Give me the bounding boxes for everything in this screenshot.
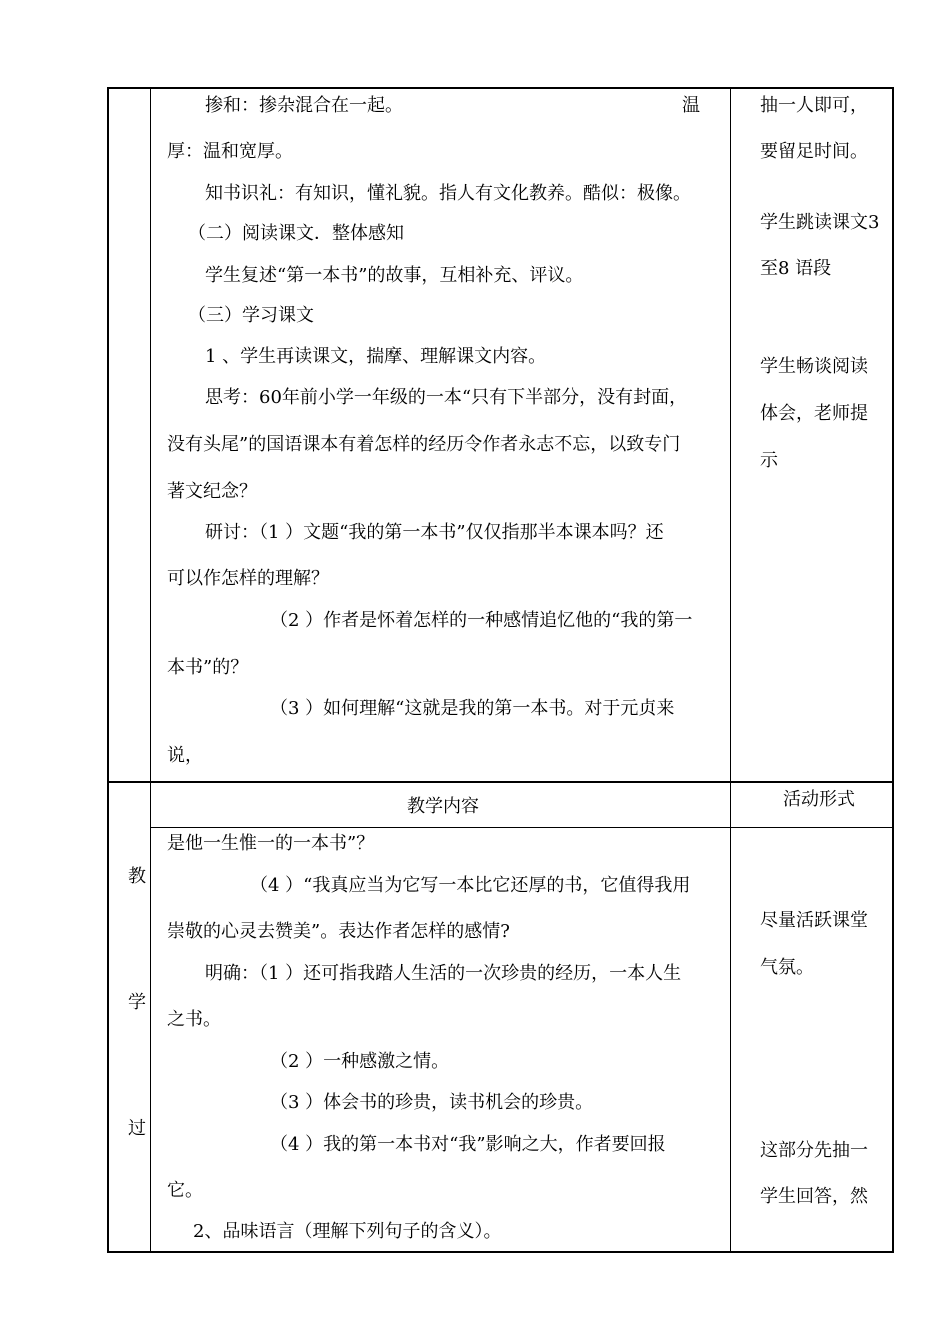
activity-line: 这部分先抽一 — [760, 1140, 868, 1161]
text-line: 是他一生惟一的一本书”？ — [167, 833, 375, 854]
text-line: （3 ）如何理解“这就是我的第一本书。对于元贞来 — [270, 698, 675, 719]
table-border-right — [892, 87, 894, 1253]
text-line: （二）阅读课文．整体感知 — [188, 223, 404, 244]
text-line: 没有头尾”的国语课本有着怎样的经历令作者永志不忘，以致专门 — [167, 434, 681, 455]
text-line: 1 、学生再读课文，揣摩、理解课文内容。 — [205, 346, 547, 367]
text-line: （4 ）“我真应当为它写一本比它还厚的书，它值得我用 — [250, 875, 691, 896]
text-line: 2、品味语言（理解下列句子的含义）。 — [193, 1221, 502, 1242]
text-line: 它。 — [167, 1180, 203, 1201]
text-line: （2 ）一种感激之情。 — [270, 1051, 450, 1072]
table-header-divider — [150, 827, 894, 828]
text-line: （2 ）作者是怀着怎样的一种感情追忆他的“我的第一 — [270, 610, 693, 631]
activity-line: 示 — [760, 450, 778, 471]
text-line: 研讨：（1 ）文题“我的第一本书”仅仅指那半本课本吗？还 — [205, 522, 664, 543]
activity-line: 抽一人即可， — [760, 95, 868, 116]
table-border-bottom — [107, 1251, 894, 1253]
activity-line: 学生畅谈阅读 — [760, 356, 868, 377]
header-activity: 活动形式 — [783, 789, 855, 810]
activity-line: 要留足时间。 — [760, 141, 868, 162]
text-line: 温 — [682, 95, 700, 116]
activity-line: 学生回答，然 — [760, 1186, 868, 1207]
text-line: 知书识礼：有知识，懂礼貌。指人有文化教养。酷似：极像。 — [205, 183, 691, 204]
header-content: 教学内容 — [407, 796, 479, 817]
text-line: 说， — [167, 745, 203, 766]
activity-line: 体会，老师提 — [760, 403, 868, 424]
table-divider-side — [730, 87, 731, 1253]
table-divider-label — [150, 87, 151, 1253]
text-line: 掺和：掺杂混合在一起。 — [205, 95, 403, 116]
table-border-left — [107, 87, 109, 1253]
activity-line: 至8 语段 — [760, 258, 832, 279]
table-border-top — [107, 87, 894, 89]
label-char: 教 — [128, 866, 146, 887]
activity-line: 尽量活跃课堂 — [760, 910, 868, 931]
text-line: 可以作怎样的理解？ — [167, 568, 329, 589]
label-char: 学 — [128, 992, 146, 1013]
text-line: （4 ）我的第一本书对“我”影响之大，作者要回报 — [270, 1134, 666, 1155]
text-line: 本书”的？ — [167, 657, 249, 678]
text-line: （3 ）体会书的珍贵，读书机会的珍贵。 — [270, 1092, 594, 1113]
label-char: 过 — [128, 1118, 146, 1139]
text-line: 明确：（1 ）还可指我踏人生活的一次珍贵的经历，一本人生 — [205, 963, 682, 984]
activity-line: 气氛。 — [760, 957, 814, 978]
text-line: 之书。 — [167, 1009, 221, 1030]
activity-line: 学生跳读课文3 — [760, 212, 880, 233]
text-line: 崇敬的心灵去赞美”。表达作者怎样的感情? — [167, 921, 510, 942]
table-row-divider — [107, 781, 894, 783]
text-line: 思考：60年前小学一年级的一本“只有下半部分，没有封面， — [205, 387, 688, 408]
text-line: 厚：温和宽厚。 — [167, 141, 293, 162]
text-line: （三）学习课文 — [188, 305, 314, 326]
text-line: 著文纪念？ — [167, 481, 257, 502]
text-line: 学生复述“第一本书”的故事，互相补充、评议。 — [205, 265, 584, 286]
